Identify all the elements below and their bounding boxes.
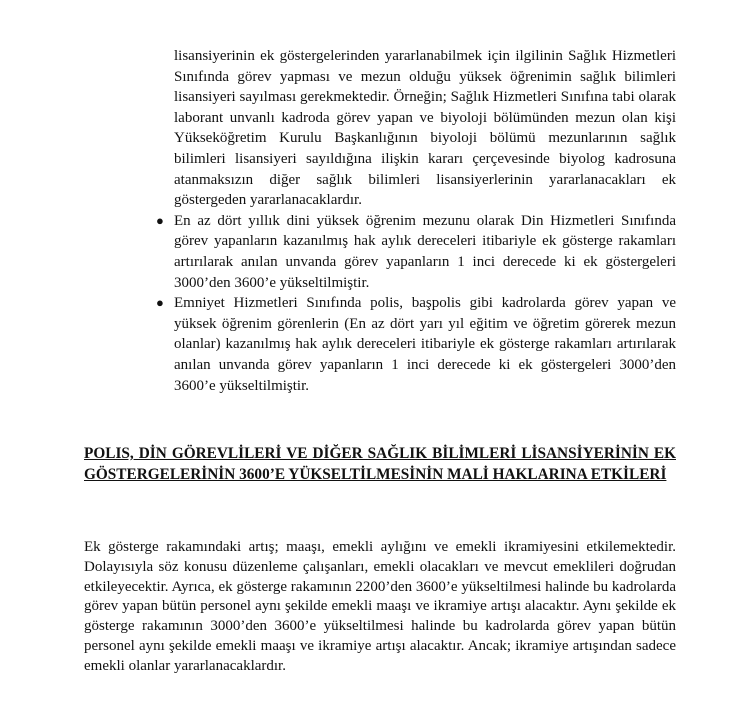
bullet-item-1: [156, 211, 676, 293]
bullet-icon: ●: [156, 212, 164, 228]
bullet-text: Emniyet Hizmetleri Sınıfında polis, başpolis gibi kadrolarda görev yapan ve yüksek öğrenim görenlerin (En az dört yarı yıl eğitim ve öğretim görerek mezun olanlar) kazanılmış hak aylık dereceleri itibariyle ek gösterge rakamları artırılarak anılan unvanda görev yapanların 1 inci derecede ki ek göstergeleri 3000’den 3600’e yükseltilmiştir.: [174, 295, 676, 394]
bullet-list: [156, 211, 676, 396]
top-section: [156, 46, 676, 396]
section-heading: [84, 443, 676, 485]
bullet-icon: ●: [156, 295, 164, 311]
section-heading-text: POLIS, DİN GÖREVLİLERİ VE DİĞER SAĞLIK BİLİMLERİ LİSANSİYERİNİN EK GÖSTERGELERİNİN 3600’E YÜKSELTİLMESİNİN MALİ HAKLARINA ETKİLERİ: [84, 445, 676, 483]
bullet-text: En az dört yıllık dini yüksek öğrenim mezunu olarak Din Hizmetleri Sınıfında görev yapanların kazanılmış hak aylık dereceleri itibariyle ek gösterge rakamları artırılarak anılan unvanda görev yapanların 1 inci derecede ki ek göstergeleri 3000’den 3600’e yükseltilmiştir.: [174, 212, 676, 291]
intro-paragraph: lisansiyerinin ek göstergelerinden yararlanabilmek için ilgilinin Sağlık Hizmetleri Sınıfında görev yapması ve mezun olduğu yüksek öğrenimin sağlık bilimleri lisansiyeri sayılması gerekmektedir. Örneğin; Sağlık Hizmetleri Sınıfına tabi olarak laborant unvanlı kadroda görev yapan ve biyoloji bölümünden mezun olan kişi Yükseköğretim Kurulu Başkanlığının biyoloji bölümü mezunlarının sağlık bilimleri lisansiyeri sayıldığına ilişkin kararı çerçevesinde biyolog kadrosuna atanmaksızın diğer sağlık bilimleri lisansiyerlerinin yararlanacakları ek göstergeden yararlanacaklardır.: [174, 48, 676, 209]
bullet-item-2: [156, 293, 676, 396]
body-paragraph: Ek gösterge rakamındaki artış; maaşı, emekli aylığını ve emekli ikramiyesini etkilemektedir. Dolayısıyla söz konusu düzenleme çalışanları, emekli olacakları ve mevcut emeklileri doğrudan etkileyecektir. Ayrıca, ek gösterge rakamının 2200’den 3600’e yükseltilmesi halinde bu kadrolarda görev yapan bütün personel aynı şekilde emekli maaşı ve ikramiye artışı alacaktır. Aynı şekilde ek gösterge rakamının 3000’den 3600’e yükseltilmesi halinde bu kadrolarda görev yapan bütün personel aynı şekilde emekli maaşı ve ikramiye artışı alacaktır. Ancak; ikramiye artışından sadece emekli olanlar yararlanacaklardır.: [84, 539, 676, 674]
